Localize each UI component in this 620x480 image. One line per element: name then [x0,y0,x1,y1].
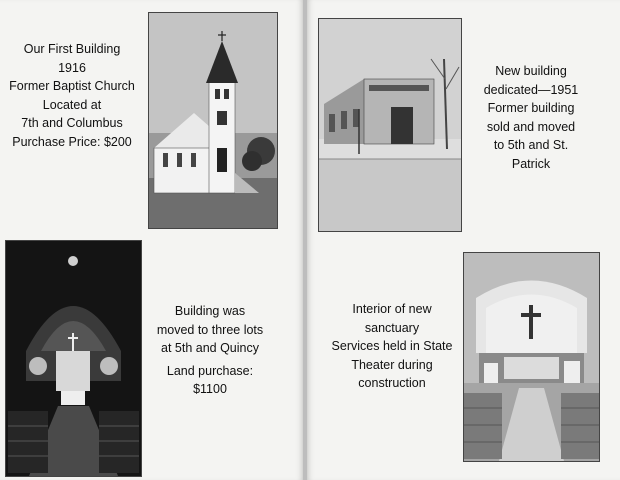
photo-new-building [318,18,462,232]
caption-line: Building was [174,304,246,318]
photo-new-sanctuary [463,252,600,462]
caption-line: New building [495,64,567,78]
caption-line: Interior of new [352,302,432,316]
caption-line: Purchase Price: $200 [12,134,132,149]
page-gutter [303,0,307,480]
caption-building-moved [150,302,270,399]
caption-line: sanctuary [364,320,420,335]
caption-line: $1100 [193,382,227,396]
caption-line: 7th and Columbus [21,116,123,130]
caption-line: Land purchase: [166,363,254,378]
caption-line: Our First Building [23,42,121,56]
caption-first-building [2,40,142,151]
caption-line: Services held in State [331,339,453,353]
caption-line: construction [358,376,426,390]
photo-old-interior [5,240,142,477]
caption-line: Located at [42,97,102,112]
caption-line: Patrick [511,156,551,171]
caption-new-building [476,62,586,173]
caption-line: Former building [487,101,575,115]
caption-line: at 5th and Quincy [161,341,259,355]
photo-first-church [148,12,278,229]
caption-line: 1916 [58,60,86,75]
caption-line: to 5th and St. [493,138,569,152]
caption-line: moved to three lots [156,322,264,337]
caption-line: Former Baptist Church [9,79,135,93]
caption-line: dedicated—1951 [483,82,579,97]
caption-line: sold and moved [486,119,576,134]
caption-line: Theater during [351,357,433,372]
caption-interior [322,300,462,393]
